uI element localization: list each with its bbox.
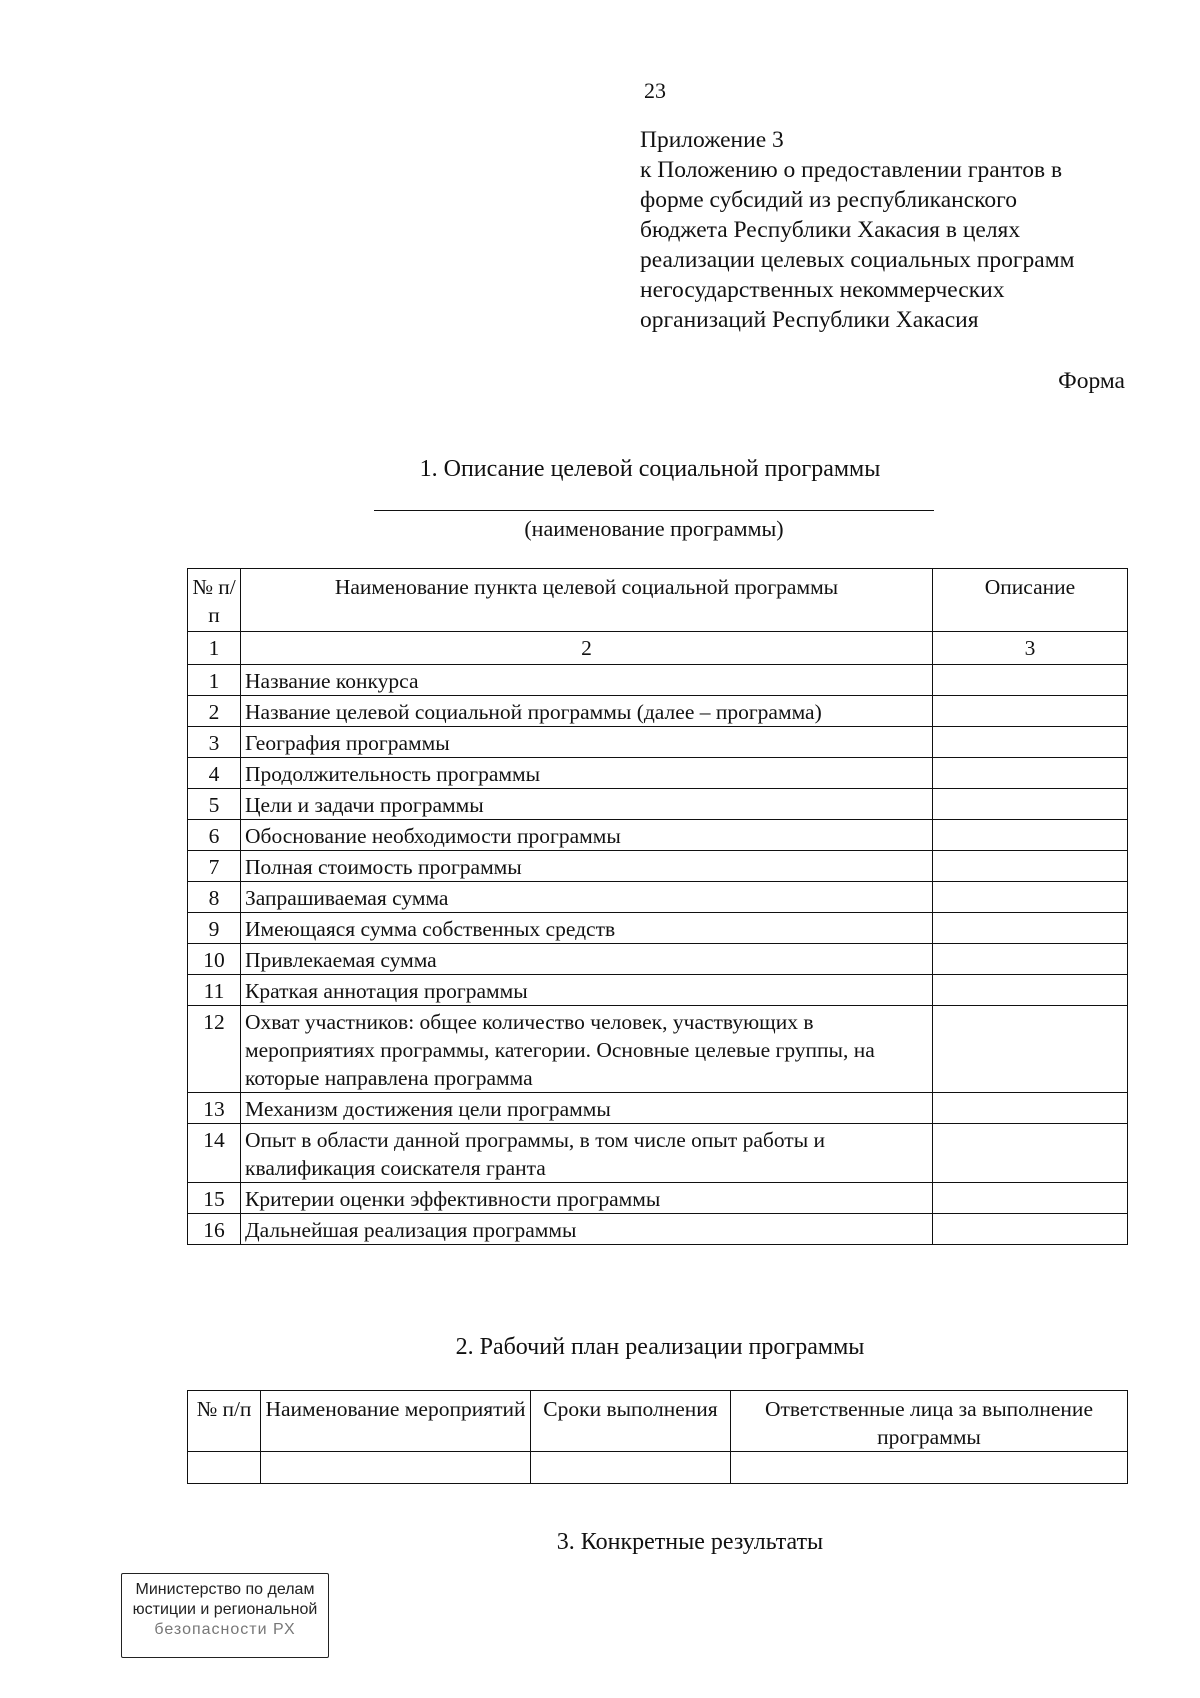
row-number: 15 — [188, 1183, 241, 1214]
table-row — [188, 727, 1128, 758]
empty-cell[interactable] — [261, 1452, 531, 1484]
row-description[interactable] — [933, 696, 1128, 727]
row-description[interactable] — [933, 1183, 1128, 1214]
header-responsible: Ответственные лица за выполнение программы — [731, 1391, 1128, 1452]
table-row — [188, 665, 1128, 696]
row-description[interactable] — [933, 975, 1128, 1006]
row-description[interactable] — [933, 944, 1128, 975]
table-row — [188, 820, 1128, 851]
row-number: 2 — [188, 696, 241, 727]
row-description[interactable] — [933, 851, 1128, 882]
row-description[interactable] — [933, 882, 1128, 913]
appendix-title: Приложение 3 — [640, 127, 784, 153]
program-name-line[interactable] — [374, 510, 934, 511]
row-item-name: Механизм достижения цели программы — [241, 1093, 933, 1124]
table-row — [188, 758, 1128, 789]
row-description[interactable] — [933, 727, 1128, 758]
row-item-name: Продолжительность программы — [241, 758, 933, 789]
table-row — [188, 696, 1128, 727]
row-description[interactable] — [933, 1124, 1128, 1183]
row-description[interactable] — [933, 1006, 1128, 1093]
table-row — [188, 882, 1128, 913]
row-item-name: География программы — [241, 727, 933, 758]
stamp-line: безопасности РХ — [154, 1621, 296, 1638]
section2-title: 2. Рабочий план реализации программы — [455, 1334, 865, 1360]
table-index-row — [188, 632, 1128, 665]
program-name-caption: (наименование программы) — [524, 516, 784, 541]
row-item-name: Привлекаемая сумма — [241, 944, 933, 975]
row-description[interactable] — [933, 820, 1128, 851]
table-row — [188, 1124, 1128, 1183]
row-item-name: Запрашиваемая сумма — [241, 882, 933, 913]
row-number: 16 — [188, 1214, 241, 1245]
table-row — [188, 1006, 1128, 1093]
row-number: 3 — [188, 727, 241, 758]
appendix-line: организаций Республики Хакасия — [640, 307, 979, 333]
row-number: 9 — [188, 913, 241, 944]
table-row — [188, 851, 1128, 882]
row-number: 13 — [188, 1093, 241, 1124]
row-item-name: Цели и задачи программы — [241, 789, 933, 820]
row-description[interactable] — [933, 1214, 1128, 1245]
appendix-line: реализации целевых социальных программ — [640, 247, 1075, 273]
table-row — [188, 789, 1128, 820]
table-row — [188, 944, 1128, 975]
header-name: Наименование пункта целевой социальной программы — [241, 569, 933, 632]
header-num: № п/п — [188, 569, 241, 632]
page-number: 23 — [644, 78, 666, 103]
empty-cell[interactable] — [188, 1452, 261, 1484]
row-item-name: Краткая аннотация программы — [241, 975, 933, 1006]
header-description: Описание — [933, 569, 1128, 632]
form-label: Форма — [1058, 368, 1125, 394]
appendix-line: бюджета Республики Хакасия в целях — [640, 217, 1021, 243]
row-item-name: Название конкурса — [241, 665, 933, 696]
row-number: 7 — [188, 851, 241, 882]
row-number: 14 — [188, 1124, 241, 1183]
row-item-name: Имеющаяся сумма собственных средств — [241, 913, 933, 944]
empty-cell[interactable] — [731, 1452, 1128, 1484]
row-description[interactable] — [933, 789, 1128, 820]
table-row — [188, 1093, 1128, 1124]
table-row — [188, 1183, 1128, 1214]
appendix-line: к Положению о предоставлении грантов в — [640, 157, 1063, 183]
row-number: 6 — [188, 820, 241, 851]
row-description[interactable] — [933, 1093, 1128, 1124]
work-plan-table — [187, 1390, 1128, 1484]
index-cell: 2 — [241, 632, 933, 665]
row-item-name: Обоснование необходимости программы — [241, 820, 933, 851]
row-number: 4 — [188, 758, 241, 789]
header-deadline: Сроки выполнения — [531, 1391, 731, 1452]
row-item-name: Опыт в области данной программы, в том числе опыт работы и квалификация соискателя гранта — [241, 1124, 933, 1183]
section1-title: 1. Описание целевой социальной программы — [419, 456, 881, 482]
program-description-table — [187, 568, 1128, 1245]
index-cell: 3 — [933, 632, 1128, 665]
row-item-name: Полная стоимость программы — [241, 851, 933, 882]
row-number: 8 — [188, 882, 241, 913]
empty-cell[interactable] — [531, 1452, 731, 1484]
row-description[interactable] — [933, 758, 1128, 789]
appendix-line: форме субсидий из республиканского — [640, 187, 1017, 213]
appendix-header — [640, 125, 1140, 335]
table-row — [188, 1452, 1128, 1484]
stamp-line: Министерство по делам — [135, 1581, 315, 1598]
row-number: 11 — [188, 975, 241, 1006]
table-header-row — [188, 569, 1128, 632]
row-item-name: Охват участников: общее количество человек, участвующих в мероприятиях программы, категории. Основные целевые группы, на которые направлена программа — [241, 1006, 933, 1093]
row-number: 5 — [188, 789, 241, 820]
ministry-stamp — [121, 1573, 329, 1658]
table-header-row — [188, 1391, 1128, 1452]
header-num: № п/п — [188, 1391, 261, 1452]
row-number: 1 — [188, 665, 241, 696]
stamp-line: юстиции и региональной — [132, 1601, 318, 1618]
table-row — [188, 1214, 1128, 1245]
row-item-name: Дальнейшая реализация программы — [241, 1214, 933, 1245]
row-description[interactable] — [933, 913, 1128, 944]
row-item-name: Название целевой социальной программы (далее – программа) — [241, 696, 933, 727]
table-row — [188, 913, 1128, 944]
header-activity: Наименование мероприятий — [261, 1391, 531, 1452]
row-number: 12 — [188, 1006, 241, 1093]
appendix-line: негосударственных некоммерческих — [640, 277, 1005, 303]
row-item-name: Критерии оценки эффективности программы — [241, 1183, 933, 1214]
index-cell: 1 — [188, 632, 241, 665]
table-row — [188, 975, 1128, 1006]
row-number: 10 — [188, 944, 241, 975]
section3-title: 3. Конкретные результаты — [556, 1529, 824, 1555]
row-description[interactable] — [933, 665, 1128, 696]
